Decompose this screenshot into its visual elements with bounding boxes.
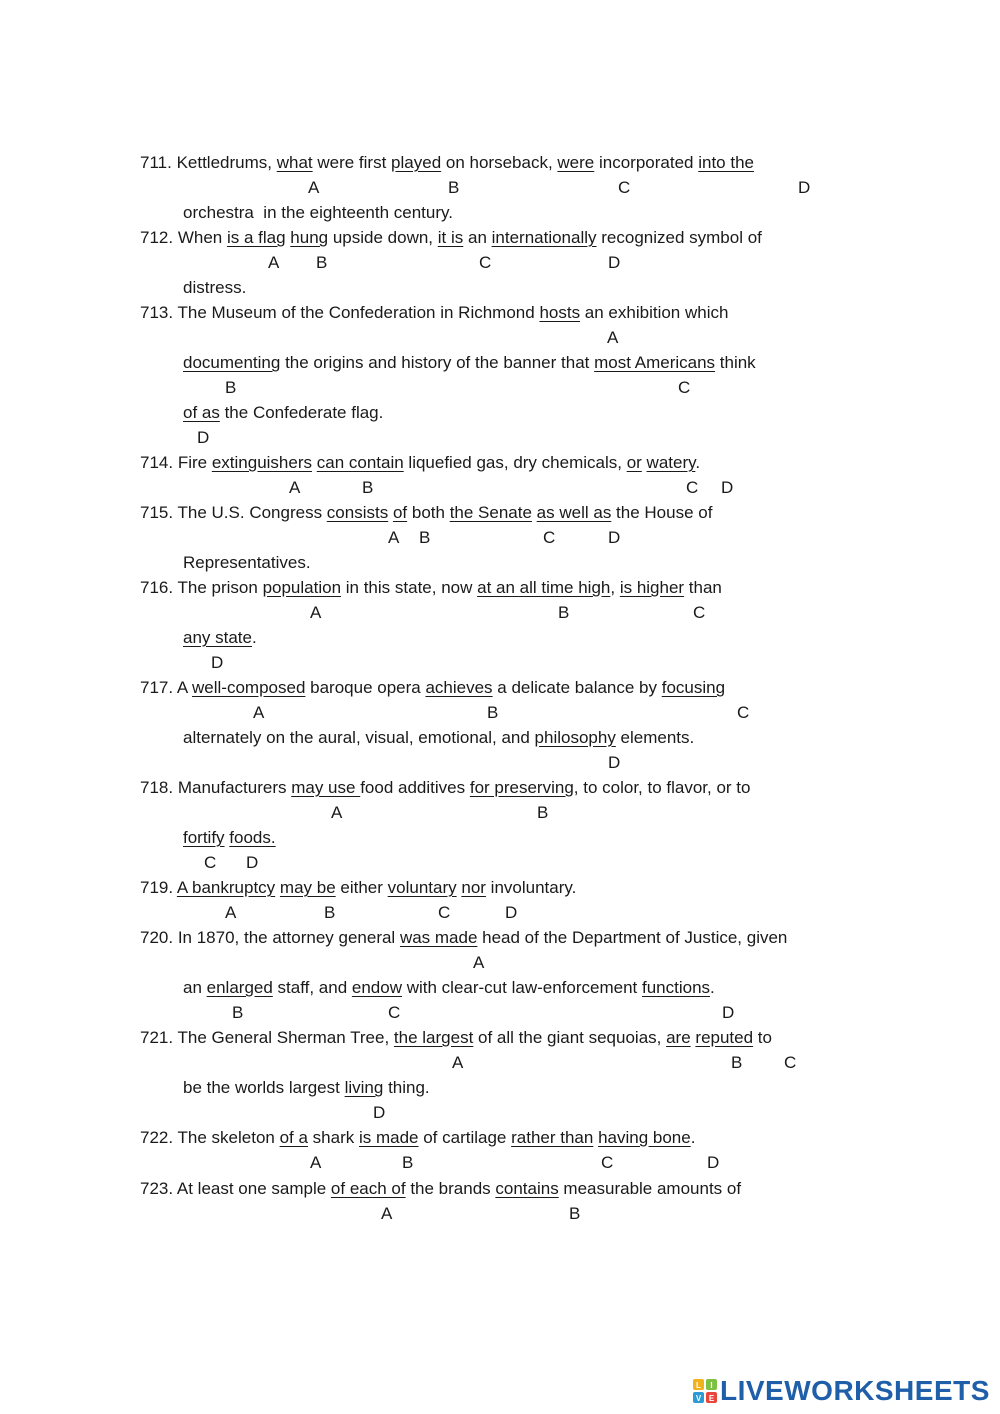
svg-text:V: V (695, 1394, 702, 1403)
option-c-text: voluntary (387, 878, 457, 897)
option-d-text: internationally (491, 228, 597, 247)
option-d-text: foods. (229, 828, 276, 847)
option-c-text: reputed (695, 1028, 754, 1047)
letter-722-d: D (707, 1153, 720, 1172)
letter-717-a: A (253, 703, 265, 722)
letter-720-c: C (388, 1003, 401, 1022)
question-number: 714. (140, 453, 174, 472)
letter-721-d: D (373, 1103, 386, 1122)
option-a-text: well-composed (192, 678, 306, 697)
question-720-line-2: an enlarged staff, and endow with clear-cut law-enforcement functions. (183, 978, 715, 997)
letter-712-a: A (268, 253, 280, 272)
letter-719-c: C (438, 903, 451, 922)
option-c-text: fortify (183, 828, 225, 847)
question-711-line-1: 711. Kettledrums, what were first played on horseback, were incorporated into the (140, 153, 754, 172)
letter-713-a: A (607, 328, 619, 347)
question-721-line-2: be the worlds largest living thing. (183, 1078, 430, 1097)
letter-711-d: D (798, 178, 811, 197)
option-d-text: philosophy (534, 728, 616, 747)
option-d-text: having bone (598, 1128, 691, 1147)
letter-718-c: C (204, 853, 217, 872)
option-a-text: was made (399, 928, 478, 947)
letter-714-b: B (362, 478, 374, 497)
option-d-text: into the (698, 153, 754, 172)
svg-text:I: I (710, 1381, 713, 1390)
option-b-text: at an all time high (477, 578, 611, 597)
letter-718-a: A (331, 803, 343, 822)
option-d-text: as well as (536, 503, 612, 522)
letter-715-d: D (608, 528, 621, 547)
option-a-text: extinguishers (211, 453, 312, 472)
option-b-text: of (392, 503, 408, 522)
option-a-text: A bankruptcy (176, 878, 276, 897)
question-712-line-1: 712. When is a flag hung upside down, it is an internationally recognized symbol of (140, 228, 762, 247)
option-b-text: enlarged (206, 978, 273, 997)
question-718-line-1: 718. Manufacturers may use food additives for preserving, to color, to flavor, or to (140, 778, 751, 797)
letter-719-b: B (324, 903, 336, 922)
letter-719-d: D (505, 903, 518, 922)
letter-722-b: B (402, 1153, 414, 1172)
letter-715-c: C (543, 528, 556, 547)
option-c-text: focusing (661, 678, 726, 697)
letter-720-d: D (722, 1003, 735, 1022)
option-a-text: what (276, 153, 313, 172)
question-number: 717. (140, 678, 174, 697)
question-number: 719. (140, 878, 174, 897)
question-717-line-2: alternately on the aural, visual, emotional, and philosophy elements. (183, 728, 695, 747)
letter-723-b: B (569, 1204, 581, 1223)
letter-713-b: B (225, 378, 237, 397)
option-c-text: most Americans (594, 353, 716, 372)
option-a-text: of a (279, 1128, 308, 1147)
option-a-text: of each of (330, 1179, 406, 1198)
letter-714-c: C (686, 478, 699, 497)
option-a-text: the largest (393, 1028, 474, 1047)
letter-712-c: C (479, 253, 492, 272)
question-714-line-1: 714. Fire extinguishers can contain liquefied gas, dry chemicals, or watery. (140, 453, 701, 472)
letter-722-a: A (310, 1153, 322, 1172)
option-b-text: are (666, 1028, 691, 1047)
question-number: 723. (140, 1179, 174, 1198)
liveworksheets-badge-icon (692, 1378, 718, 1404)
option-d-text: watery (646, 453, 696, 472)
letter-718-b: B (537, 803, 549, 822)
option-a-text: is a flag (226, 228, 286, 247)
question-number: 722. (140, 1128, 174, 1147)
option-d-text: any state (183, 628, 252, 647)
question-720-line-1: 720. In 1870, the attorney general was made head of the Department of Justice, given (140, 928, 788, 947)
option-d-text: nor (461, 878, 486, 897)
option-c-text: is higher (619, 578, 685, 597)
option-b-text: for preserving (469, 778, 574, 797)
letter-721-a: A (452, 1053, 464, 1072)
option-d-text: living (344, 1078, 384, 1097)
option-b-text: is made (358, 1128, 419, 1147)
option-a-text: consists (326, 503, 389, 522)
letter-714-d: D (721, 478, 734, 497)
svg-text:L: L (696, 1381, 701, 1390)
letter-718-d: D (246, 853, 259, 872)
option-c-text: endow (351, 978, 402, 997)
question-715-line-1: 715. The U.S. Congress consists of both the Senate as well as the House of (140, 503, 713, 522)
option-c-text: or (626, 453, 642, 472)
option-d-text: of as (183, 403, 220, 422)
letter-721-b: B (731, 1053, 743, 1072)
question-722-line-1: 722. The skeleton of a shark is made of cartilage rather than having bone. (140, 1128, 696, 1147)
question-721-line-1: 721. The General Sherman Tree, the largest of all the giant sequoias, are reputed to (140, 1028, 772, 1047)
question-number: 716. (140, 578, 174, 597)
question-716-line-1: 716. The prison population in this state, now at an all time high, is higher than (140, 578, 722, 597)
question-number: 712. (140, 228, 174, 247)
letter-720-a: A (473, 953, 485, 972)
letter-721-c: C (784, 1053, 797, 1072)
option-a-text: may use (291, 778, 361, 797)
svg-text:E: E (708, 1394, 715, 1403)
option-c-text: the Senate (449, 503, 532, 522)
question-713-line-1: 713. The Museum of the Confederation in Richmond hosts an exhibition which (140, 303, 729, 322)
letter-720-b: B (232, 1003, 244, 1022)
question-713-line-2: documenting the origins and history of the banner that most Americans think (183, 353, 756, 372)
question-719-line-1: 719. A bankruptcy may be either voluntary nor involuntary. (140, 878, 577, 897)
question-723-line-1: 723. At least one sample of each of the brands contains measurable amounts of (140, 1179, 742, 1198)
question-718-line-2 (183, 827, 276, 849)
question-number: 713. (140, 303, 174, 322)
option-d-text: functions (641, 978, 711, 997)
letter-716-c: C (693, 603, 706, 622)
letter-711-c: C (618, 178, 631, 197)
letter-712-b: B (316, 253, 328, 272)
letter-715-a: A (388, 528, 400, 547)
question-number: 711. (140, 153, 172, 172)
letter-716-a: A (310, 603, 322, 622)
question-716-line-2: any state. (183, 628, 257, 647)
liveworksheets-logo (692, 1376, 990, 1406)
letter-715-b: B (419, 528, 431, 547)
question-712-line-2: distress. (183, 278, 247, 297)
option-b-text: contains (495, 1179, 559, 1198)
option-b-text: achieves (425, 678, 493, 697)
option-b-text: played (391, 153, 442, 172)
letter-716-d: D (211, 653, 224, 672)
option-c-text: were (557, 153, 595, 172)
option-b-text: may be (279, 878, 336, 897)
option-c-text: rather than (511, 1128, 594, 1147)
question-715-line-2: Representatives. (183, 553, 311, 572)
letter-717-b: B (487, 703, 499, 722)
question-number: 715. (140, 503, 174, 522)
option-b-text: hung (290, 228, 329, 247)
letter-723-a: A (381, 1204, 393, 1223)
letter-719-a: A (225, 903, 237, 922)
question-number: 720. (140, 928, 174, 947)
letter-717-d: D (608, 753, 621, 772)
option-a-text: population (262, 578, 342, 597)
letter-712-d: D (608, 253, 621, 272)
question-711-line-2: orchestra in the eighteenth century. (183, 203, 453, 222)
letter-716-b: B (558, 603, 570, 622)
logo-wordmark: LIVEWORKSHEETS (720, 1375, 990, 1406)
question-713-line-3: of as the Confederate flag. (183, 403, 384, 422)
letter-713-c: C (678, 378, 691, 397)
option-a-text: hosts (539, 303, 581, 322)
question-number: 718. (140, 778, 174, 797)
question-number: 721. (140, 1028, 174, 1047)
letter-711-b: B (448, 178, 460, 197)
option-b-text: documenting (183, 353, 281, 372)
letter-713-d: D (197, 428, 210, 447)
letter-717-c: C (737, 703, 750, 722)
letter-722-c: C (601, 1153, 614, 1172)
option-c-text: it is (437, 228, 464, 247)
question-717-line-1: 717. A well-composed baroque opera achieves a delicate balance by focusing (140, 678, 726, 697)
letter-714-a: A (289, 478, 301, 497)
option-b-text: can contain (316, 453, 404, 472)
letter-711-a: A (308, 178, 320, 197)
